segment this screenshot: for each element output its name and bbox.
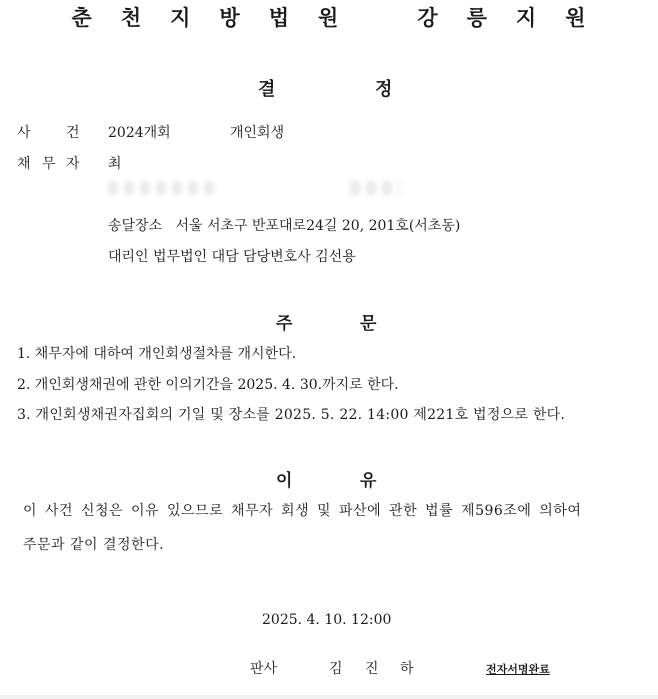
order-heading-char-2: 문	[360, 314, 377, 334]
electronic-signature-note: 전자서명완료	[486, 663, 550, 676]
judge-name-char: 하	[400, 661, 414, 677]
reason-text-line-2: 주문과 같이 결정한다.	[23, 537, 165, 553]
order-heading-char-1: 주	[276, 314, 293, 334]
reason-heading-char-1: 이	[276, 471, 293, 491]
case-type: 개인회생	[230, 125, 285, 141]
judge-name-char: 진	[365, 661, 379, 677]
case-label-char-1: 사	[17, 125, 31, 141]
court-main-char: 천	[120, 6, 143, 30]
agent-line	[108, 246, 356, 266]
debtor-name: 최	[108, 156, 122, 172]
agent-label: 대리인	[108, 249, 149, 265]
court-main-char: 원	[318, 6, 340, 30]
case-label-char-2: 건	[66, 125, 80, 141]
service-address-label: 송달장소	[108, 218, 163, 234]
reason-text-line-1: 이 사건 신청은 이유 있으므로 채무자 회생 및 파산에 관한 법률 제596조에 의하여	[23, 503, 582, 519]
court-main-char: 지	[170, 6, 192, 30]
redacted-address-block	[350, 181, 400, 195]
order-item: 3. 개인회생채권자집회의 기일 및 장소를 2025. 5. 22. 14:00 제221호 법정으로 한다.	[17, 407, 566, 423]
court-branch-char: 원	[565, 6, 587, 30]
document-title-char-2: 정	[375, 79, 393, 100]
court-main-char: 방	[219, 6, 241, 30]
court-name	[0, 2, 658, 32]
case-number: 2024개회	[108, 125, 171, 141]
judge-name-char: 김	[329, 661, 343, 677]
page-bottom-edge	[0, 695, 658, 699]
debtor-label-char-2: 무	[42, 156, 56, 172]
court-main-char: 춘	[71, 6, 93, 30]
order-item: 2. 개인회생채권에 관한 이의기간을 2025. 4. 30.까지로 한다.	[17, 377, 399, 393]
service-address-line	[108, 215, 460, 235]
court-branch-char: 강	[417, 6, 439, 30]
debtor-label-char-1: 채	[17, 156, 31, 172]
agent-value: 법무법인 대담 담당변호사 김선용	[153, 249, 356, 265]
decision-date: 2025. 4. 10. 12:00	[262, 612, 392, 628]
court-branch-char: 지	[515, 6, 538, 30]
debtor-label-char-3: 자	[66, 156, 80, 172]
document-title-char-1: 결	[258, 79, 276, 100]
court-branch-char: 릉	[466, 6, 488, 30]
court-main-char: 법	[268, 6, 290, 30]
reason-heading-char-2: 유	[360, 471, 377, 491]
order-item: 1. 채무자에 대하여 개인회생절차를 개시한다.	[17, 346, 297, 362]
redacted-address-block	[108, 181, 218, 195]
judge-title: 판사	[250, 661, 278, 677]
service-address-value: 서울 서초구 반포대로24길 20, 201호(서초동)	[175, 218, 461, 234]
